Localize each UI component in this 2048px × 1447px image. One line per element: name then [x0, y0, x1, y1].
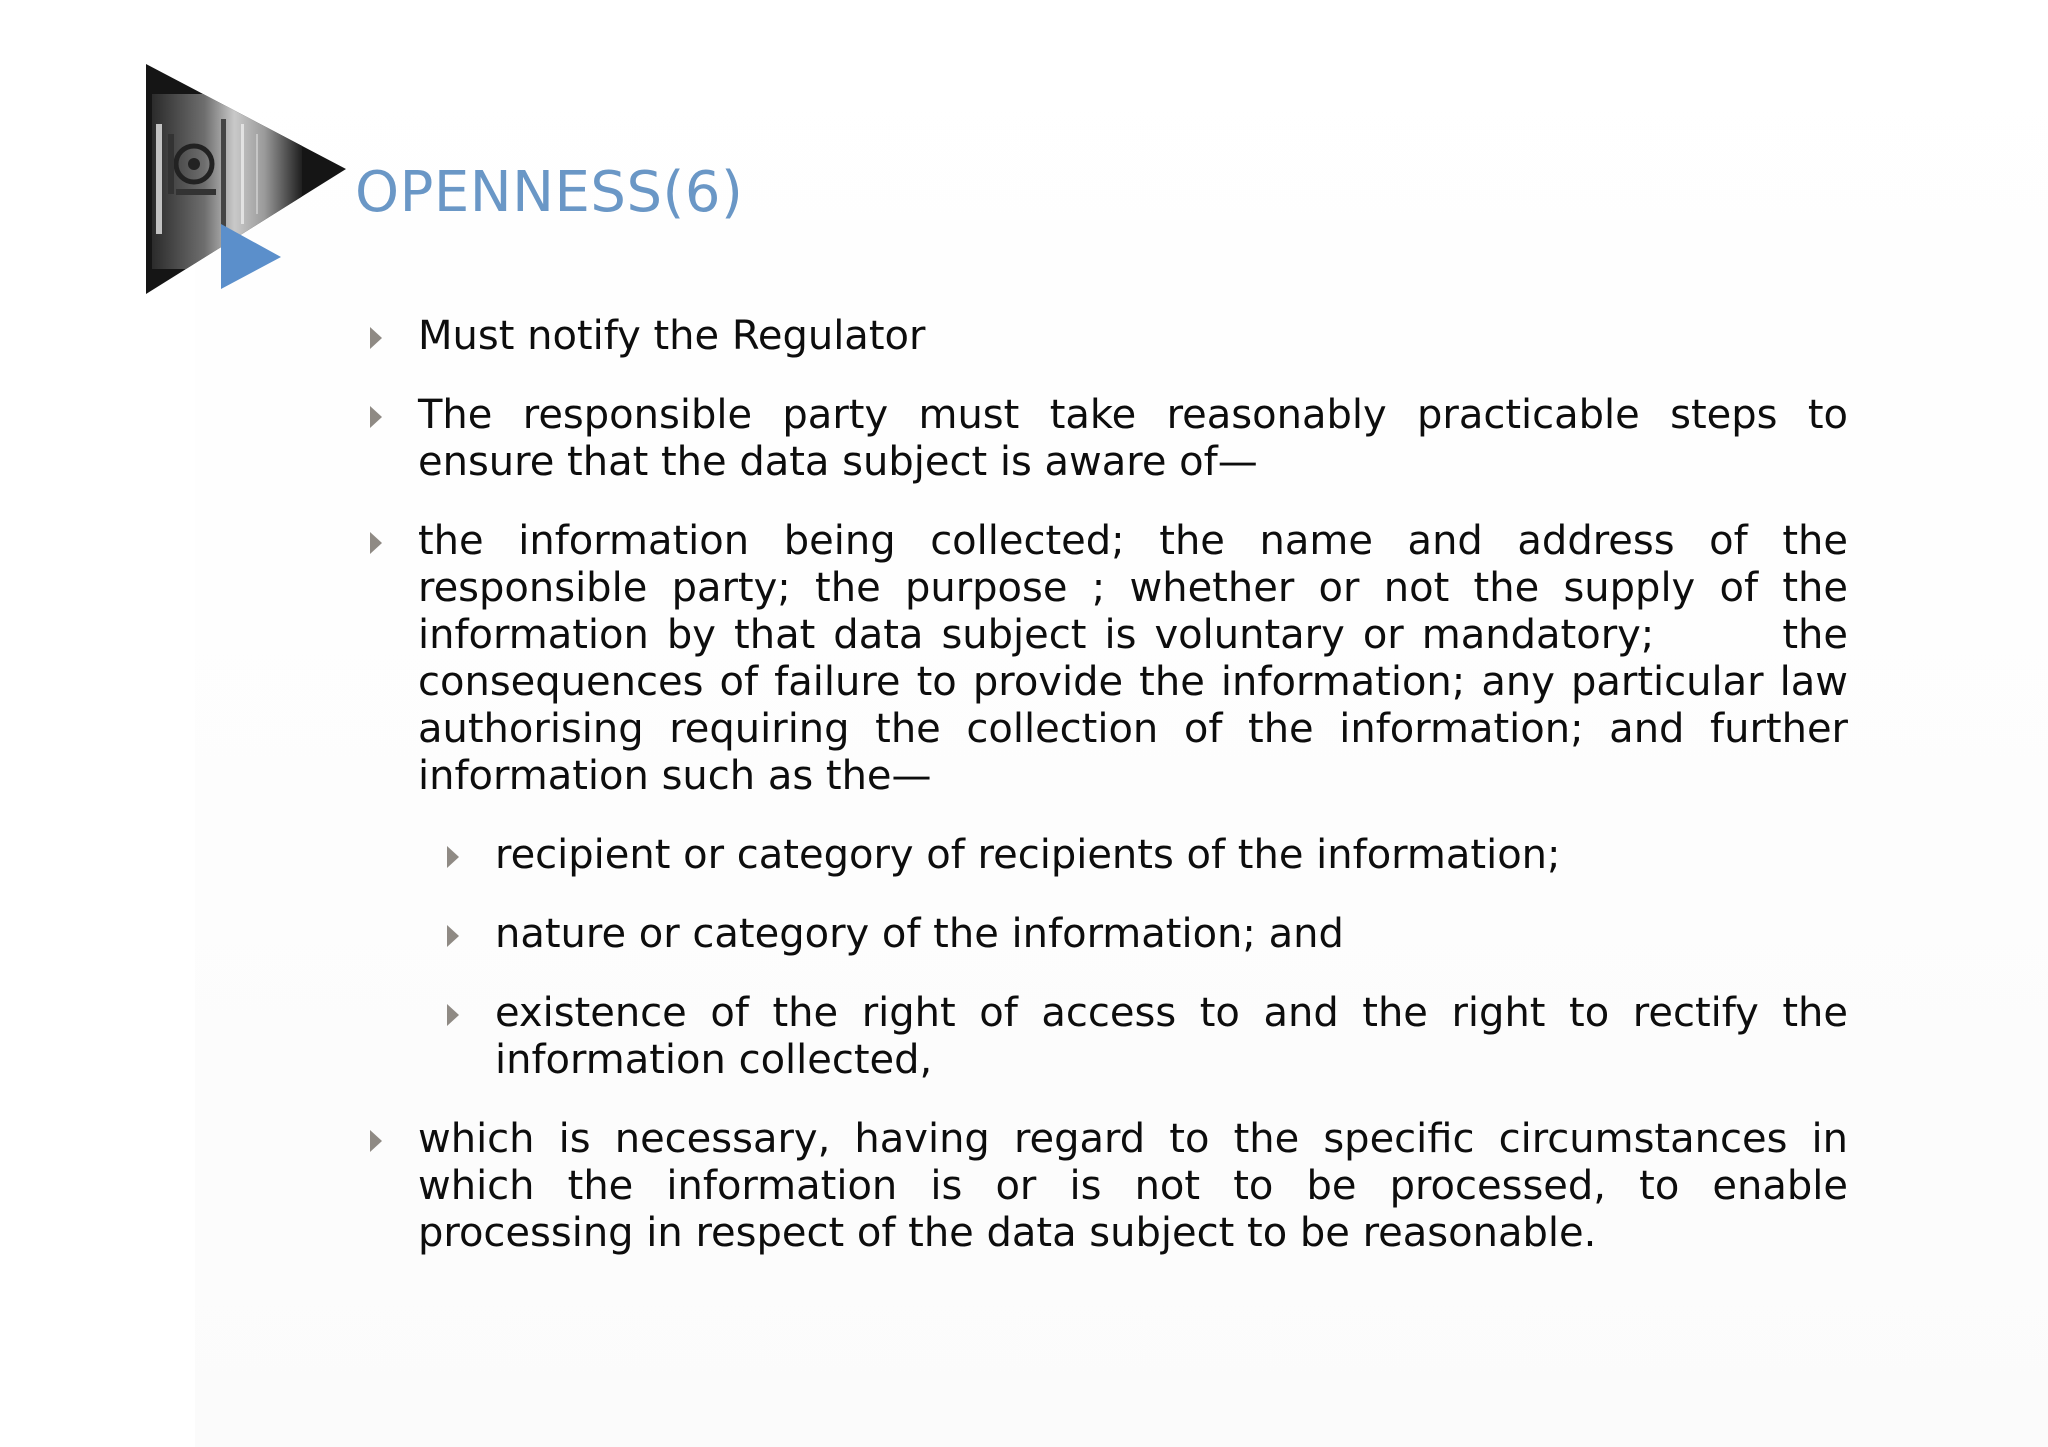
- triangle-bullet-icon: [447, 1004, 459, 1026]
- bullet-text: the information being collected; the name and address of the responsible party; the purpose ; whether or not the supply of the information by that data subject is voluntary or mandatory;: [418, 518, 1848, 658]
- bullet-text: Must notify the Regulator: [418, 313, 926, 359]
- triangle-bullet-icon: [447, 925, 459, 947]
- bullet-list: [365, 313, 1848, 1289]
- bullet-item: [365, 392, 1848, 486]
- sub-bullet-item: [442, 990, 1848, 1084]
- triangle-bullet-icon: [370, 532, 382, 554]
- bullet-item: [365, 313, 1848, 360]
- sub-bullet-text: recipient or category of recipients of the information;: [495, 832, 1561, 878]
- sub-bullet-text: nature or category of the information; and: [495, 911, 1344, 957]
- triangle-bullet-icon: [370, 327, 382, 349]
- sub-bullet-item: [442, 911, 1848, 958]
- bullet-item: [365, 518, 1848, 800]
- sub-bullet-text: existence of the right of access to and the right to rectify the information collected,: [495, 990, 1848, 1083]
- triangle-bullet-icon: [370, 1130, 382, 1152]
- triangle-bullet-icon: [370, 406, 382, 428]
- triangle-bullet-icon: [447, 846, 459, 868]
- bullet-text: The responsible party must take reasonably practicable steps to ensure that the data subject is aware of—: [418, 392, 1848, 485]
- bullet-item: [365, 1116, 1848, 1257]
- slide-title: OPENNESS(6): [355, 160, 744, 225]
- bullet-text: which is necessary, having regard to the specific circumstances in which the information is or is not to be processed, to enable processing in respect of the data subject to be reasonable.: [418, 1116, 1848, 1256]
- sub-bullet-item: [442, 832, 1848, 879]
- vault-triangle-logo-icon: [146, 64, 356, 294]
- bullet-text-continued: the consequences of failure to provide the information; any particular law authorising requiring the collection of the information; and further information such as the—: [418, 612, 1849, 799]
